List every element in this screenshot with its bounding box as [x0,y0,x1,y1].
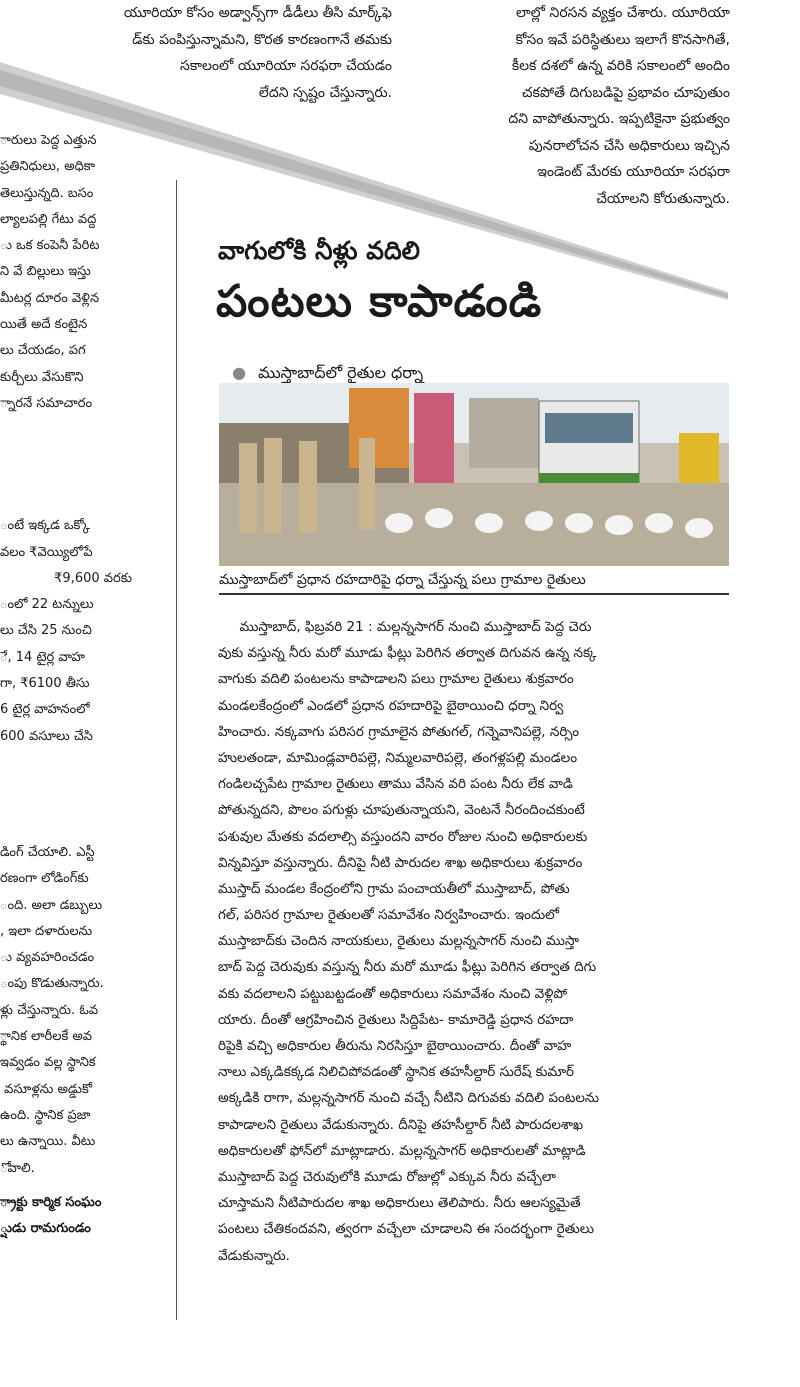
text-line: ే, 14 టైర్ల వాహ [0,649,85,665]
text-line: ళ్లు చేస్తున్నారు. ఓవ [0,1002,99,1018]
body-line: యారు. దీంతో ఆగ్రహించిన రైతులు సిద్దిపేట- కామారెడ్డి ప్రధాన రహదా [218,1011,574,1028]
body-line: ముస్తాబాద్ పెద్ద చెరువులోకి మూడు రోజుల్లో ఎక్కువ నీరు వచ్చేలా [218,1168,556,1185]
body-line: వుకు వస్తున్న నీరు మరో మూడు ఫీట్లు పెరిగిన తర్వాత దిగువన ఉన్న నక్క [218,645,597,662]
text-line: ల్యాలపల్లి గేటు వద్ద [0,211,97,227]
text-line: ్నారనే సమాచారం [0,395,93,411]
text-line: లు చేసి 25 నుంచి [0,623,92,639]
text-line: ంలో 22 టన్నులు [0,597,94,613]
text-line: యితే అదే కంటైన [0,317,88,333]
article-body [218,614,732,1269]
body-line: వకు వదలాలని పట్టుబట్టడంతో అధికారులు సమావేశం నుంచి వెళ్లిపో [218,985,568,1002]
text-line: 6 టైర్ల వాహనంలో [0,702,90,718]
text-line: చేయాలని కోరుతున్నారు. [596,190,730,207]
text-line: లు చేయడం, పగ [0,343,86,359]
body-line: హించారు. నక్కవాగు పరిసర గ్రామాలైన పోతుగల్, గన్నెవానిపల్లె, నర్సిం [218,723,580,740]
photo-illustration [219,383,729,566]
left-block-1 [0,128,132,417]
body-line: పంటలు చేతికందవని, త్వరగా వచ్చేలా చూడాలని ఈ సందర్భంగా రైతులు [218,1221,595,1238]
signoff [0,1190,132,1243]
body-line: అక్కడికి రాగా, మల్లన్నసాగర్ నుంచి వచ్చే నీటిని దిగువకు వదిలి పంటలను [218,1090,600,1107]
text-line: లు ఉన్నాయి. వీటు [0,1134,96,1150]
body-line: హులతండా, మామిండ్లవారిపల్లె, నిమ్మలవారిపల్లె, తంగళ్లపల్లి మండలం [218,749,578,766]
text-line: గా, ₹6100 తీసు [0,676,90,692]
text-line: ంటే ఇక్కడ ఒక్కో [0,518,90,534]
text-line: తెలుస్తున్నది. బసం [0,185,94,201]
body-line: నాలు ఎక్కడికక్కడ నిలిచిపోవడంతో స్థానిక తహసీల్దార్ సురేష్ కుమార్ [218,1064,575,1081]
body-line: గండిలచ్చపేట గ్రామాల రైతులు తాము వేసిన వరి పంట నీరు లేక వాడి [218,776,573,793]
text-line: ్థానిక లారీలకే అవ [0,1029,93,1045]
text-line: ్షుడు రామగుండం [0,1221,91,1237]
text-line: దని వాపోతున్నారు. ఇప్పటికైనా ప్రభుత్వం [508,111,730,127]
text-line: ని వే బిల్లులు ఇస్తు [0,264,91,280]
news-photo-farmers-protest [219,383,729,566]
text-line: కుర్చీలు వేసుకొని [0,369,84,385]
top-left-fragment [0,0,392,106]
body-line: వేడుకున్నారు. [218,1247,290,1264]
body-line: ముస్తాద్ మండల కేంద్రంలోని గ్రామ పంచాయతీలో ముస్తాబాద్, పోతు [218,880,570,897]
bullet-icon: ● [232,363,247,382]
text-line: లాల్లో నిరసన వ్యక్తం చేశారు. యూరియా [515,5,730,21]
text-line: పునరాలోచన చేసి అధికారులు ఇచ్చిన [528,137,730,154]
body-line: గల్, పరిసర గ్రామాల రైతులతో సమావేశం నిర్వహించారు. ఇందులో [218,907,560,924]
text-line: , ఇలా దళారులను [0,923,93,939]
text-line: యూరియా కోసం అడ్వాన్స్‌గా డీడీలు తీసి మార్క్‌ఫె [123,5,392,21]
body-line: విన్నవిస్తూ వస్తున్నారు. దీనిపై నీటి పారుదల శాఖ అధికారులు శుక్రవారం [218,854,583,871]
body-line: మండలకేంద్రంలో ఎండలో ప్రధాన రహదారిపై బైఠాయించి ధర్నా నిర్వ [218,697,564,714]
text-line: ఉంది. స్థానిక ప్రజా [0,1107,91,1123]
text-line: డింగ్ చేయాలి. ఎస్టీ [0,844,95,860]
article-deck [222,344,423,386]
text-line: చకపోతే దిగుబడిపై ప్రభావం చూపుతుం [521,84,730,101]
body-line: బాద్ పెద్ద చెరువుకు వస్తున్న నీరు మరో మూడు ఫీట్లు పెరిగిన తర్వాత దిగు [218,959,597,976]
body-line: వాగుకు వదిలి పంటలను కాపాడాలని పలు గ్రామాల రైతులు శుక్రవారం [218,671,574,688]
left-column-cropped [0,128,132,1242]
body-line: ముస్తాబాద్, ఫిబ్రవరి 21 : మల్లన్నసాగర్ నుంచి ముస్తాబాద్ పెద్ద చెరు [218,619,592,635]
left-block-2 [0,513,132,750]
text-line: రణంగా లోడింగ్‌కు [0,871,89,887]
text-line: మీటర్ల దూరం వెళ్లిన [0,290,100,306]
text-line: ంపు కొడుతున్నారు. [0,976,104,992]
text-line: ప్రతినిధులు, అధికా [0,159,96,175]
text-line: వసూళ్లను అడ్డుకో [0,1081,93,1097]
body-line: చూస్తామని నీటిపారుదల శాఖ అధికారులు తెలిపారు. నీరు ఆలస్యమైతే [218,1195,581,1212]
text-line: ₹9,600 వరకు [54,570,132,586]
column-divider [176,180,177,1320]
text-line: 600 వసూలు చేసి [0,728,93,744]
text-line: ఇవ్వడం వల్ల స్థానిక [0,1055,96,1071]
text-line: ంది. అలా డబ్బులు [0,897,103,913]
article-headline: పంటలు కాపాడండి [216,276,543,327]
body-line: కాపాడాలని రైతులు వేడుకున్నారు. దీనిపై తహసీల్దార్ నీటి పారుదలశాఖ [218,1116,584,1133]
deck-text: ముస్తాబాద్‌లో రైతుల ధర్నా [258,363,424,382]
text-line: కీలక దశలో ఉన్న వరికి సకాలంలో అందిం [511,58,730,74]
text-line: ్రాక్టు కార్మిక సంఘం [0,1194,102,1210]
text-line: కోసం ఇవే పరిస్థితులు ఇలాగే కొనసాగితే, [515,31,730,48]
body-line: ముస్తాబాద్‌కు చెందిన నాయకులు, రైతులు మల్లన్నసాగర్ నుంచి ముస్తా [218,933,579,950]
article-kicker: వాగులోకి నీళ్లు వదిలి [218,236,420,265]
top-right-fragment [430,0,730,212]
text-line: ారులు పెద్ద ఎత్తున [0,133,97,148]
photo-caption: ముస్తాబాద్‌లో ప్రధాన రహదారిపై ధర్నా చేస్తున్న పలు గ్రామాల రైతులు [219,572,729,595]
text-line: సకాలంలో యూరియా సరఫరా చేయడం [180,58,392,74]
text-line: ఇండెంట్ మేరకు యూరియా సరఫరా [537,164,730,180]
text-line: లేదని స్పష్టం చేస్తున్నారు. [258,84,392,101]
text-line: డ్‌కు పంపిస్తున్నామని, కొరత కారణంగానే తమకు [132,31,392,48]
text-line: ు ఒక కంపెనీ పేరిట [0,238,100,254]
body-line: అధికారులతో ఫోన్‌లో మాట్లాడారు. మల్లన్నసాగర్ అధికారులతో మాట్లాడి [218,1142,586,1159]
text-line: ు వ్యవహరించడం [0,950,95,966]
body-line: పశువుల మేతకు వదలాల్సి వస్తుందని వారం రోజుల నుంచి అధికారులకు [218,828,588,845]
body-line: రిపైకి వచ్చి అధికారుల తీరును నిరసిస్తూ బైఠాయించారు. దీంతో వాహ [218,1038,572,1054]
body-line: పోతున్నదని, పొలం పగుళ్లు చూపుతున్నాయని, వెంటనే నీరందించకుంటే [218,802,585,819]
text-line: ోవాలి. [0,1160,35,1176]
left-block-3 [0,840,132,1182]
text-line: వలం ₹వెయ్యిలోపే [0,544,93,560]
